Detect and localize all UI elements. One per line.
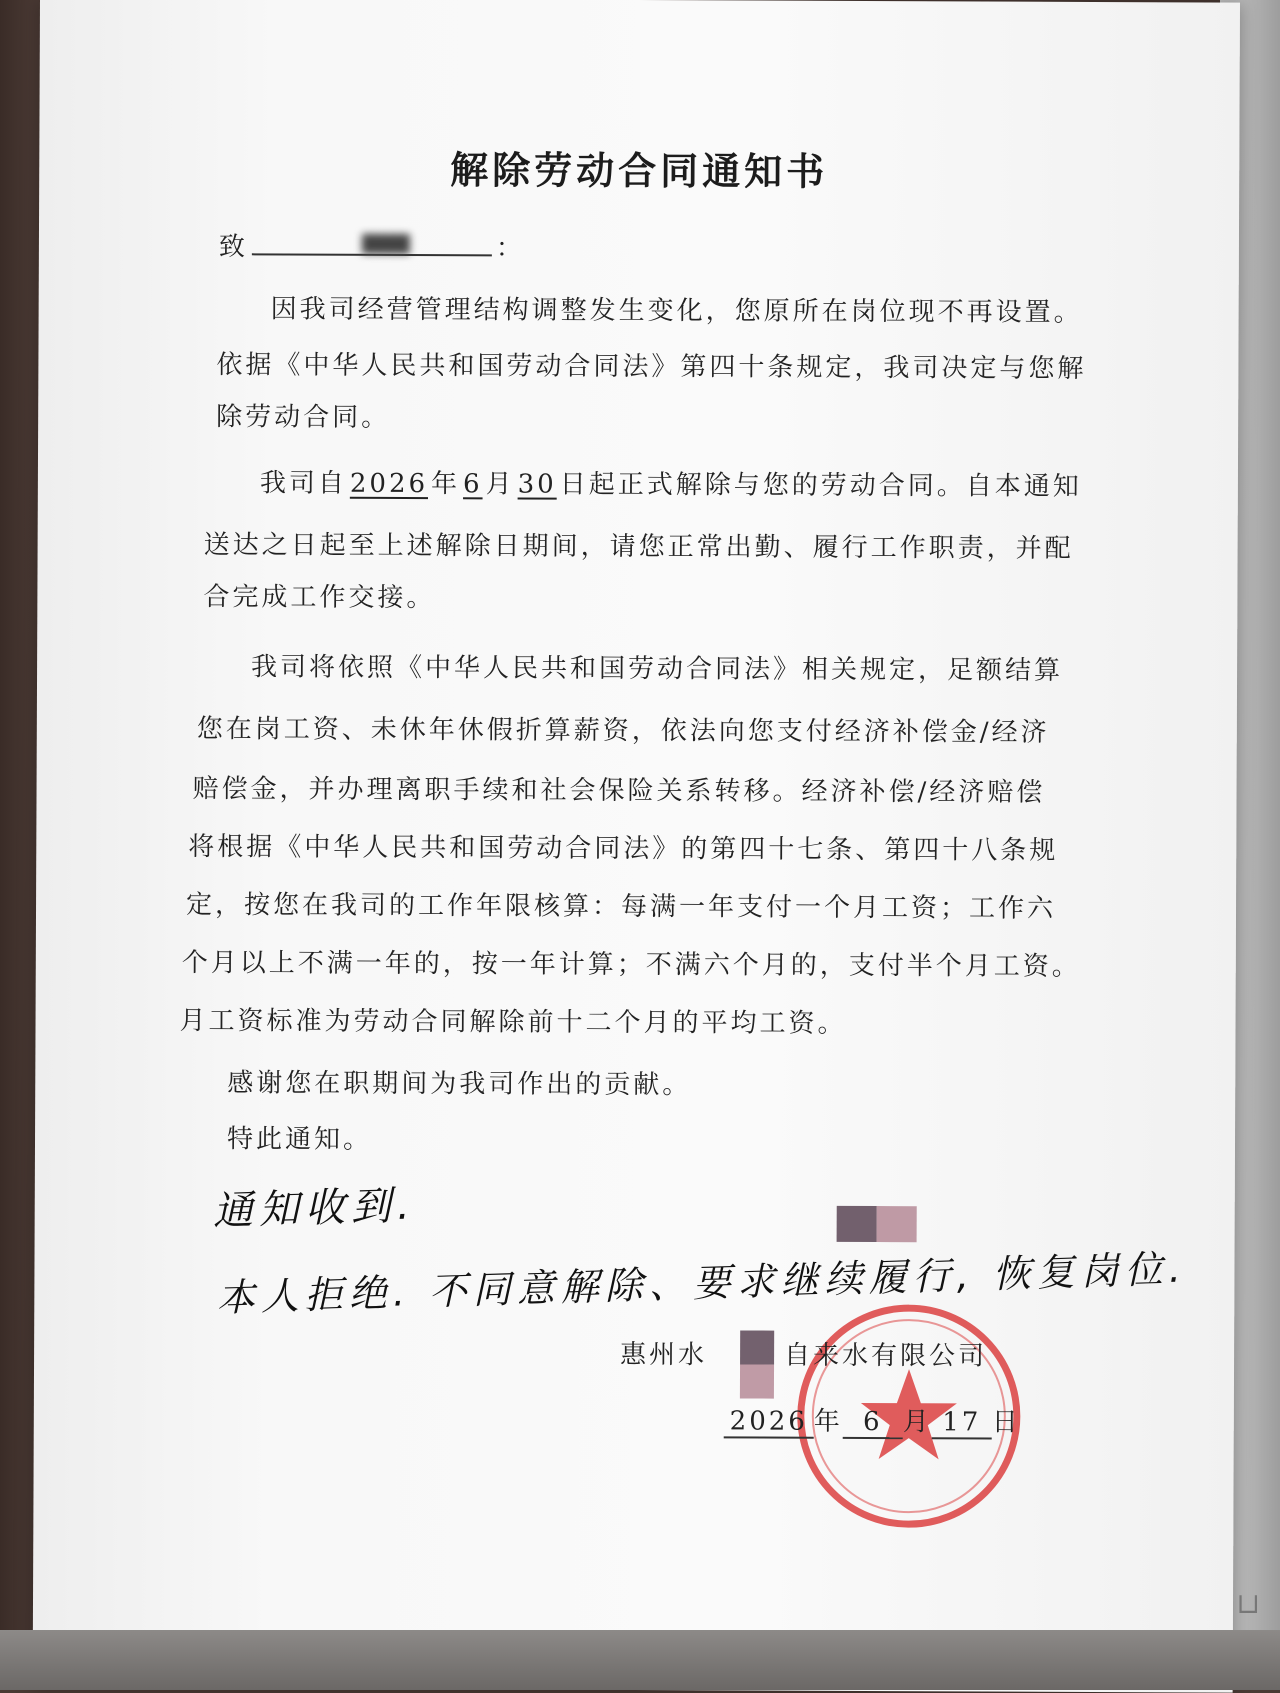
notice-line: 特此通知。 <box>226 1124 373 1155</box>
thanks-line: 感谢您在职期间为我司作出的贡献。 <box>227 1068 692 1101</box>
watermark-icon: ⊔ <box>1236 1587 1260 1620</box>
para3-line2: 您在岗工资、未休年休假折算薪资，依法向您支付经济补偿金/经济 <box>196 714 1050 748</box>
addressee-blank <box>252 229 492 256</box>
handwritten-refusal: 本人拒绝. 不同意解除、要求继续履行, 恢复岗位. <box>216 1246 1188 1321</box>
backdrop-bottom <box>0 1630 1280 1690</box>
redaction-mosaic <box>837 1206 877 1242</box>
para2-line2: 送达之日起至上述解除日期间，请您正常出勤、履行工作职责，并配 <box>203 530 1074 564</box>
date-month-label: 月 <box>902 1407 932 1438</box>
notice-paper <box>33 0 1240 1693</box>
date-day-label: 日 <box>991 1407 1021 1438</box>
para1-line2: 依据《中华人民共和国劳动合同法》第四十条规定，我司决定与您解 <box>216 350 1087 384</box>
para2-text-a: 我司自 <box>259 468 347 499</box>
para3-line7: 月工资标准为劳动合同解除前十二个月的平均工资。 <box>179 1006 847 1039</box>
redaction-mosaic <box>740 1364 774 1398</box>
para3-line4: 将根据《中华人民共和国劳动合同法》的第四十七条、第四十八条规 <box>188 832 1059 866</box>
date-year-handwritten: 2026 <box>724 1406 814 1438</box>
para3-line3: 赔偿金，并办理离职手续和社会保险关系转移。经济补偿/经济赔偿 <box>192 774 1046 808</box>
para3-line6: 个月以上不满一年的，按一年计算；不满六个月的，支付半个月工资。 <box>181 948 1081 982</box>
para3-line5: 定，按您在我司的工作年限核算：每满一年支付一个月工资；工作六 <box>185 890 1057 924</box>
redaction-mosaic <box>740 1330 774 1364</box>
para3-line1: 我司将依照《中华人民共和国劳动合同法》相关规定，足额结算 <box>251 652 1064 686</box>
redacted-name <box>362 234 410 254</box>
date-year-label: 年 <box>813 1406 843 1437</box>
addressee-line <box>219 226 525 264</box>
para1-line3: 除劳动合同。 <box>216 402 391 433</box>
termination-year: 2026 <box>349 468 429 500</box>
termination-month: 6 <box>463 469 483 500</box>
company-name-suffix: 自来水有限公司 <box>784 1340 988 1372</box>
addressee-suffix: ： <box>495 233 526 264</box>
para2-text-d: 日起正式解除与您的劳动合同。自本通知 <box>559 469 1082 502</box>
termination-day: 30 <box>517 469 557 500</box>
signing-date <box>724 1400 1021 1439</box>
para2-line3: 合完成工作交接。 <box>203 582 436 614</box>
date-day-handwritten: 17 <box>932 1407 992 1439</box>
para1-line1: 因我司经营管理结构调整发生变化，您原所在岗位现不再设置。 <box>270 294 1083 328</box>
addressee-prefix: 致 <box>218 232 248 263</box>
document-title: 解除劳动合同通知书 <box>450 147 829 194</box>
date-month-handwritten: 6 <box>843 1407 903 1439</box>
para2-line1 <box>260 462 1082 503</box>
para2-text-b: 年 <box>431 469 461 500</box>
para2-text-c: 月 <box>485 469 515 500</box>
redaction-mosaic <box>877 1206 917 1242</box>
handwritten-acknowledgement: 通知收到. <box>212 1182 417 1235</box>
company-name-prefix: 惠州水 <box>620 1339 708 1371</box>
